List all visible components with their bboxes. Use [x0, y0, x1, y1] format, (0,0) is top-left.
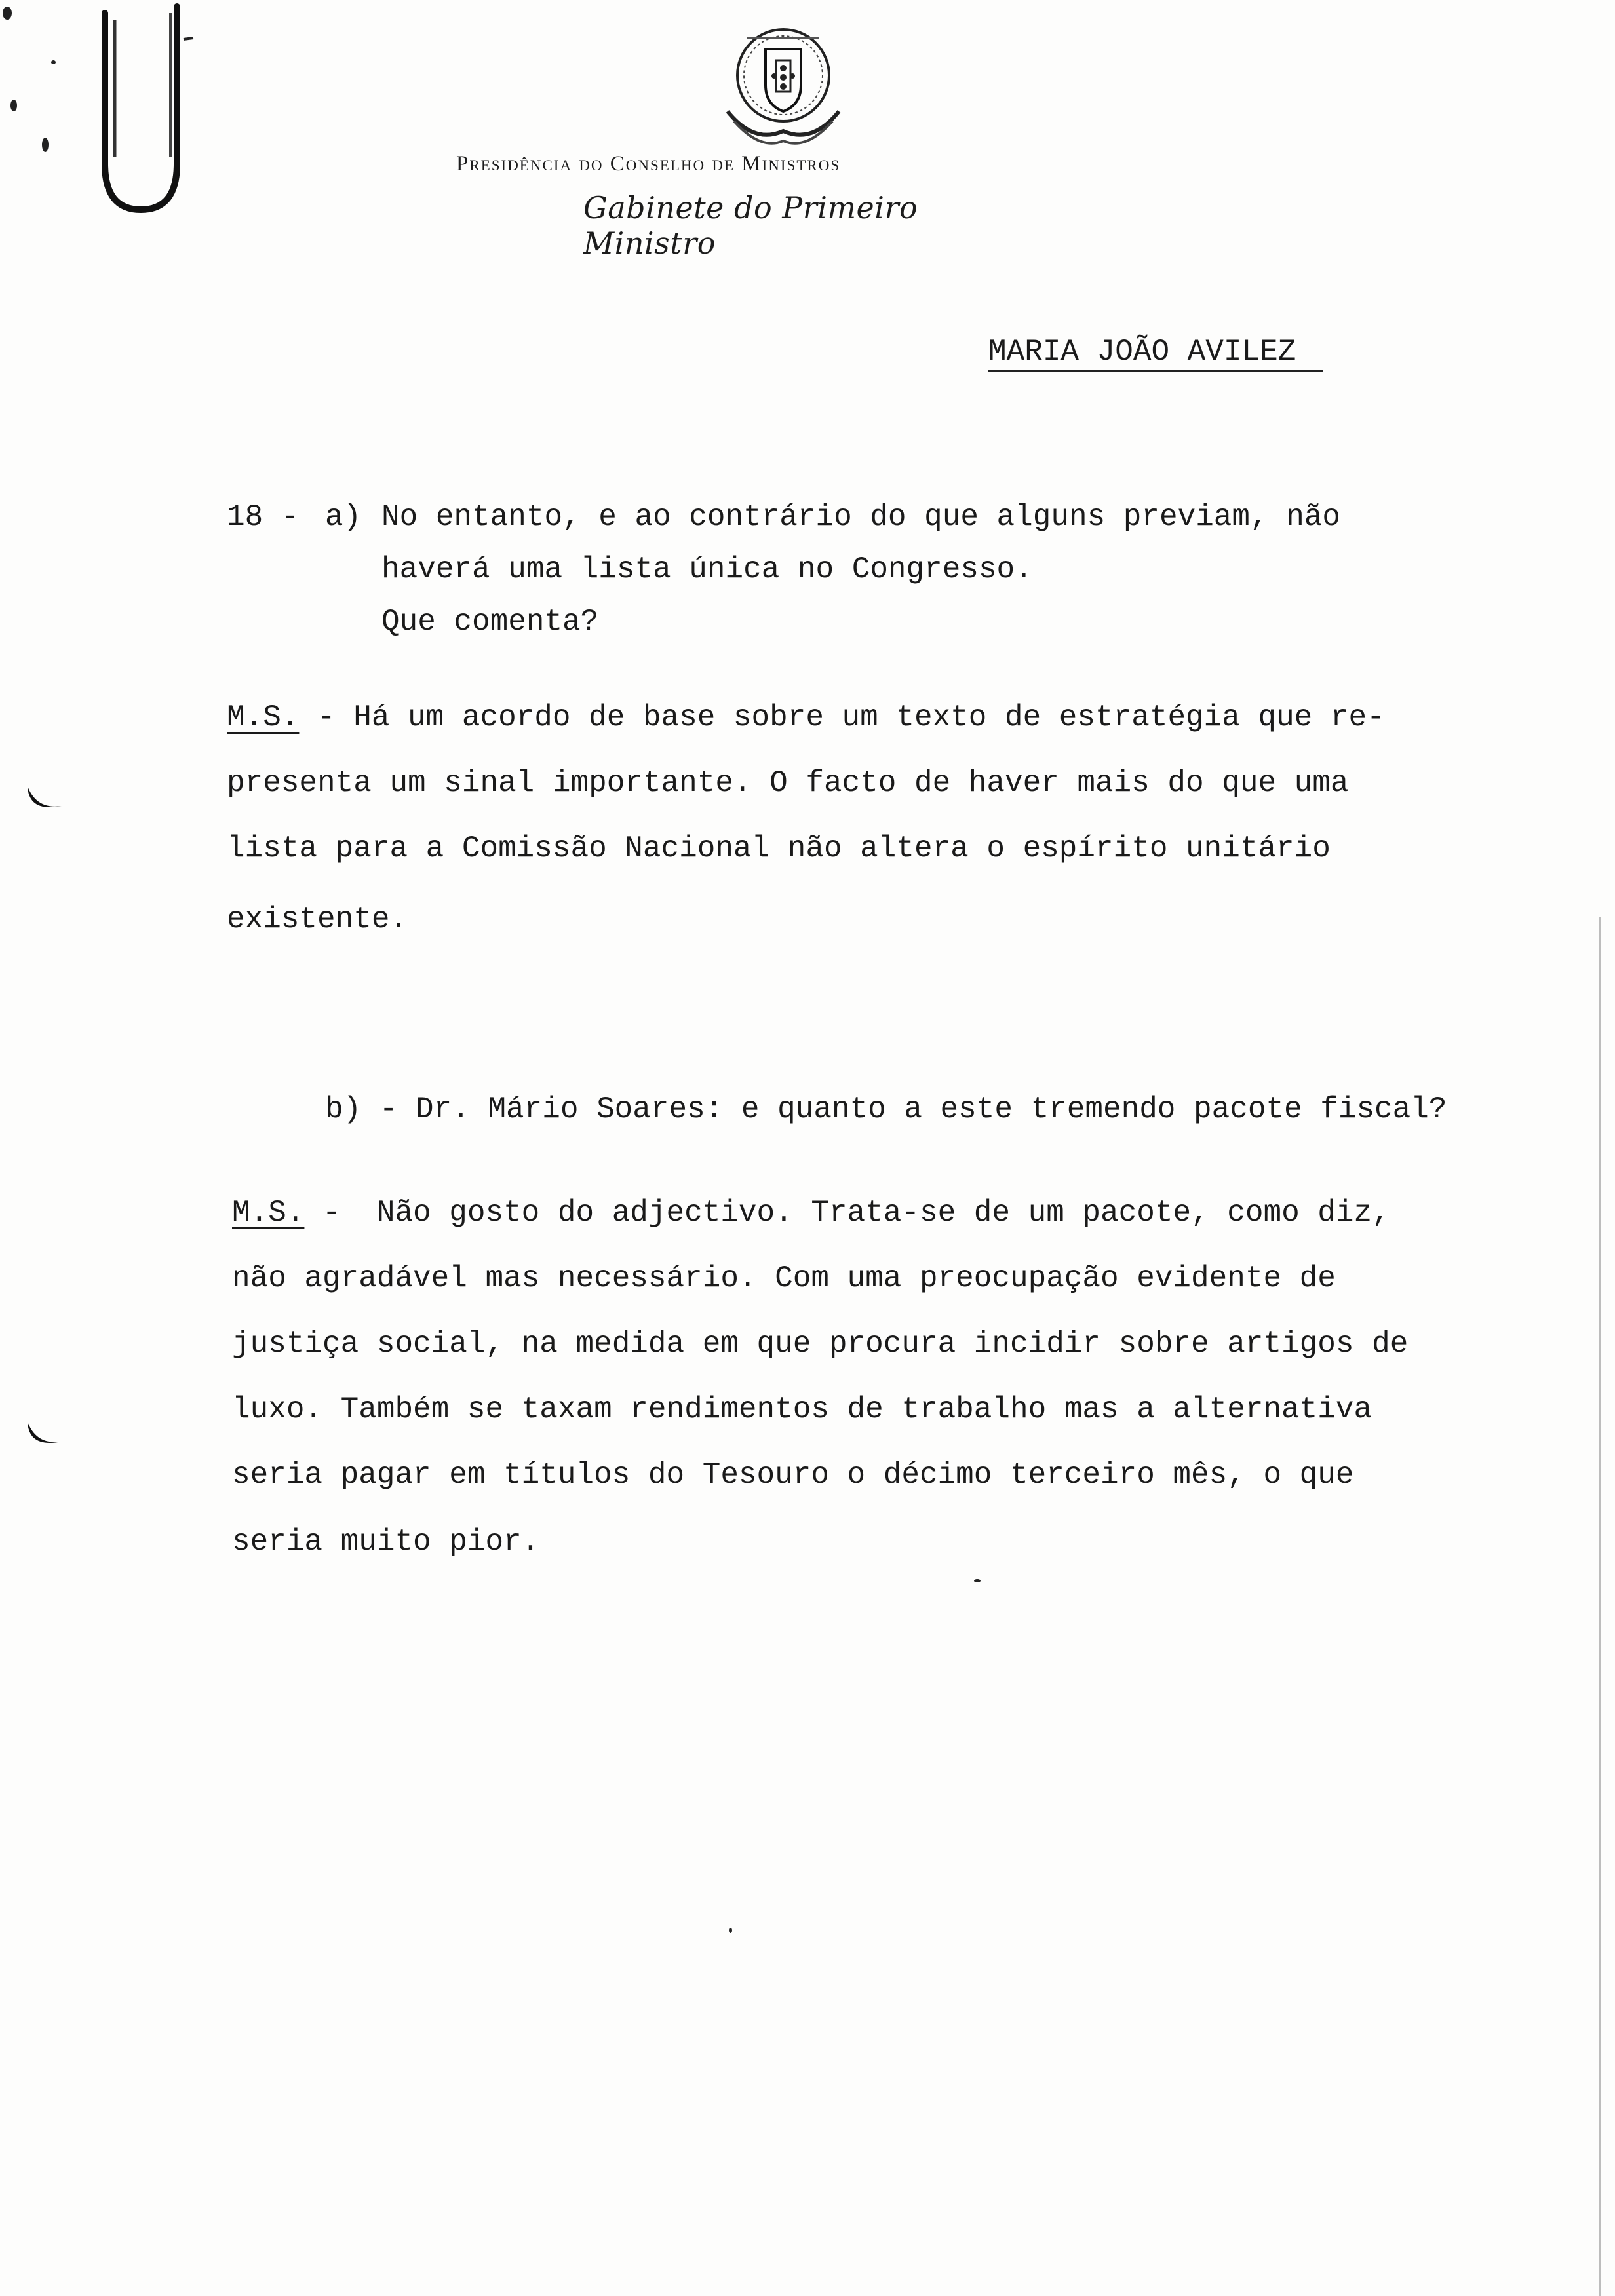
question-line: b) - Dr. Mário Soares: e quanto a este tremendo pacote fiscal? — [325, 1092, 1447, 1126]
speaker-label: M.S. — [232, 1196, 305, 1230]
speck — [51, 60, 56, 64]
answer-line: existente. — [227, 902, 408, 936]
answer-text: - Há um acordo de base sobre um texto de estratégia que re- — [299, 700, 1385, 735]
speck — [10, 100, 17, 111]
answer-line: seria pagar em títulos do Tesouro o décimo terceiro mês, o que — [232, 1458, 1354, 1492]
question-line: No entanto, e ao contrário do que alguns previam, não — [381, 500, 1341, 534]
speck — [42, 138, 49, 152]
answer-line: lista para a Comissão Nacional não altera o espírito unitário — [227, 832, 1331, 866]
speaker-label: M.S. — [227, 700, 300, 735]
speck — [3, 7, 12, 20]
speck — [729, 1928, 732, 1933]
punch-hole-arc — [24, 780, 66, 819]
answer-line: presenta um sinal importante. O facto de haver mais do que uma — [227, 766, 1349, 800]
answer-line — [227, 702, 1385, 733]
answer-line: não agradável mas necessário. Com uma preocupação evidente de — [232, 1261, 1336, 1295]
question-label: a) — [325, 500, 362, 534]
answer-line: seria muito pior. — [232, 1525, 540, 1559]
answer-line — [232, 1198, 1390, 1228]
institution-name: Presidência do Conselho de Ministros — [456, 152, 841, 176]
page-edge-line — [1599, 917, 1601, 2296]
answer-line: luxo. Também se taxam rendimentos de trabalho mas a alternativa — [232, 1392, 1372, 1426]
speck — [974, 1579, 981, 1582]
interviewer-underline — [988, 370, 1323, 372]
punch-hole-arc — [24, 1415, 66, 1455]
paper-clip-mark — [79, 0, 203, 223]
question-line: Que comenta? — [381, 605, 599, 639]
question-line: haverá uma lista única no Congresso. — [381, 552, 1033, 586]
office-name: Gabinete do Primeiro Ministro — [583, 190, 918, 261]
coat-of-arms-emblem — [708, 20, 859, 154]
interviewer-name: MARIA JOÃO AVILEZ — [988, 335, 1296, 369]
answer-line: justiça social, na medida em que procura incidir sobre artigos de — [232, 1327, 1409, 1361]
question-number: 18 - — [227, 500, 300, 534]
answer-text: - Não gosto do adjectivo. Trata-se de um pacote, como diz, — [304, 1196, 1390, 1230]
